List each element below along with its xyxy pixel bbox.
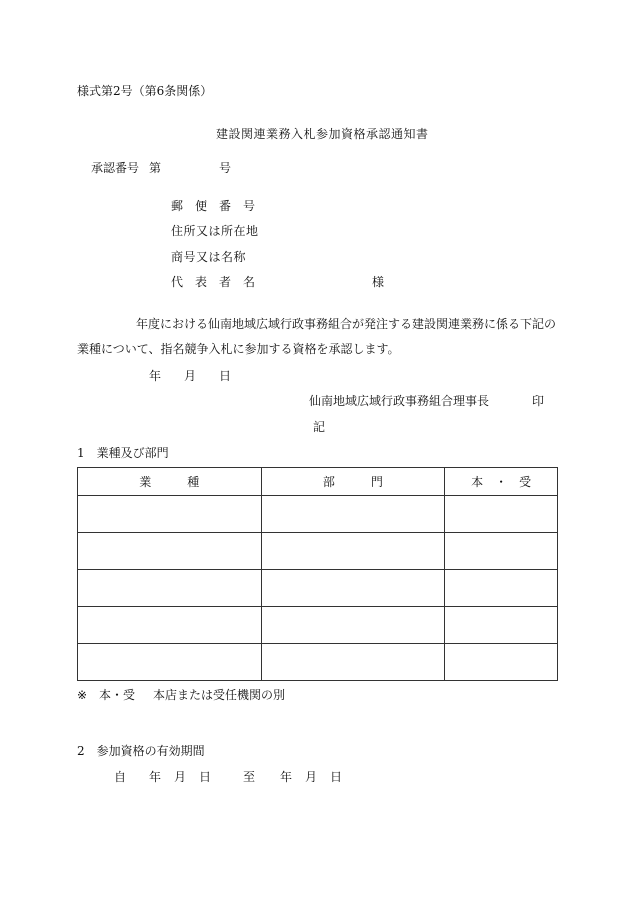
table-cell — [78, 570, 262, 607]
date-year: 年 — [149, 369, 162, 383]
note-mark: ※ — [77, 688, 88, 702]
table-cell — [261, 533, 445, 570]
table-row — [78, 607, 558, 644]
representative-label: 代 表 者 名 — [171, 275, 256, 289]
table-cell — [445, 644, 558, 681]
postal-code-label: 郵 便 番 号 — [171, 199, 256, 213]
period-from-year: 年 — [149, 770, 162, 784]
table-cell — [78, 533, 262, 570]
table-header-row — [78, 468, 558, 496]
section-1-heading: 1 業種及び部門 — [77, 446, 169, 460]
period-from: 自 — [114, 770, 127, 784]
ki-heading: 記 — [313, 420, 326, 434]
period-from-day: 日 — [199, 770, 212, 784]
approval-number-dai: 第 — [149, 161, 162, 175]
approval-number-label: 承認番号 — [91, 161, 140, 175]
date-day: 日 — [219, 369, 232, 383]
table-cell — [78, 607, 262, 644]
body-text-line-2: 業種について、指名競争入札に参加する資格を承認します。 — [77, 342, 400, 356]
note-term: 本・受 — [99, 688, 136, 702]
note-description: 本店または受任機関の別 — [153, 688, 286, 702]
table-cell — [445, 496, 558, 533]
table-cell — [445, 570, 558, 607]
table-row — [78, 533, 558, 570]
honorific-sama: 様 — [372, 275, 385, 289]
body-text-line-1: 年度における仙南地域広域行政事務組合が発注する建設関連業務に係る下記の — [136, 317, 557, 331]
period-to-day: 日 — [330, 770, 343, 784]
table-cell — [261, 496, 445, 533]
table-cell — [261, 607, 445, 644]
period-to-month: 月 — [305, 770, 318, 784]
table-cell — [78, 496, 262, 533]
table-cell — [261, 570, 445, 607]
form-label: 様式第2号（第6条関係） — [77, 84, 213, 98]
date-month: 月 — [184, 369, 197, 383]
section-2-heading: 2 参加資格の有効期間 — [77, 744, 205, 758]
table-cell — [261, 644, 445, 681]
period-from-month: 月 — [174, 770, 187, 784]
seal-mark: 印 — [532, 394, 545, 408]
table-row — [78, 644, 558, 681]
header-hon-uke: 本 ・ 受 — [445, 468, 558, 496]
header-gyoshu: 業 種 — [78, 468, 262, 496]
header-bumon: 部 門 — [261, 468, 445, 496]
document-title: 建設関連業務入札参加資格承認通知書 — [216, 127, 429, 141]
approval-number-go: 号 — [219, 161, 232, 175]
table-row — [78, 570, 558, 607]
table-row — [78, 496, 558, 533]
category-table — [77, 467, 558, 681]
company-name-label: 商号又は名称 — [171, 250, 247, 264]
table-cell — [445, 533, 558, 570]
period-to: 至 — [243, 770, 256, 784]
table-cell — [78, 644, 262, 681]
address-label: 住所又は所在地 — [171, 224, 259, 238]
issuer-name: 仙南地域広域行政事務組合理事長 — [309, 394, 490, 408]
table-cell — [445, 607, 558, 644]
period-to-year: 年 — [280, 770, 293, 784]
